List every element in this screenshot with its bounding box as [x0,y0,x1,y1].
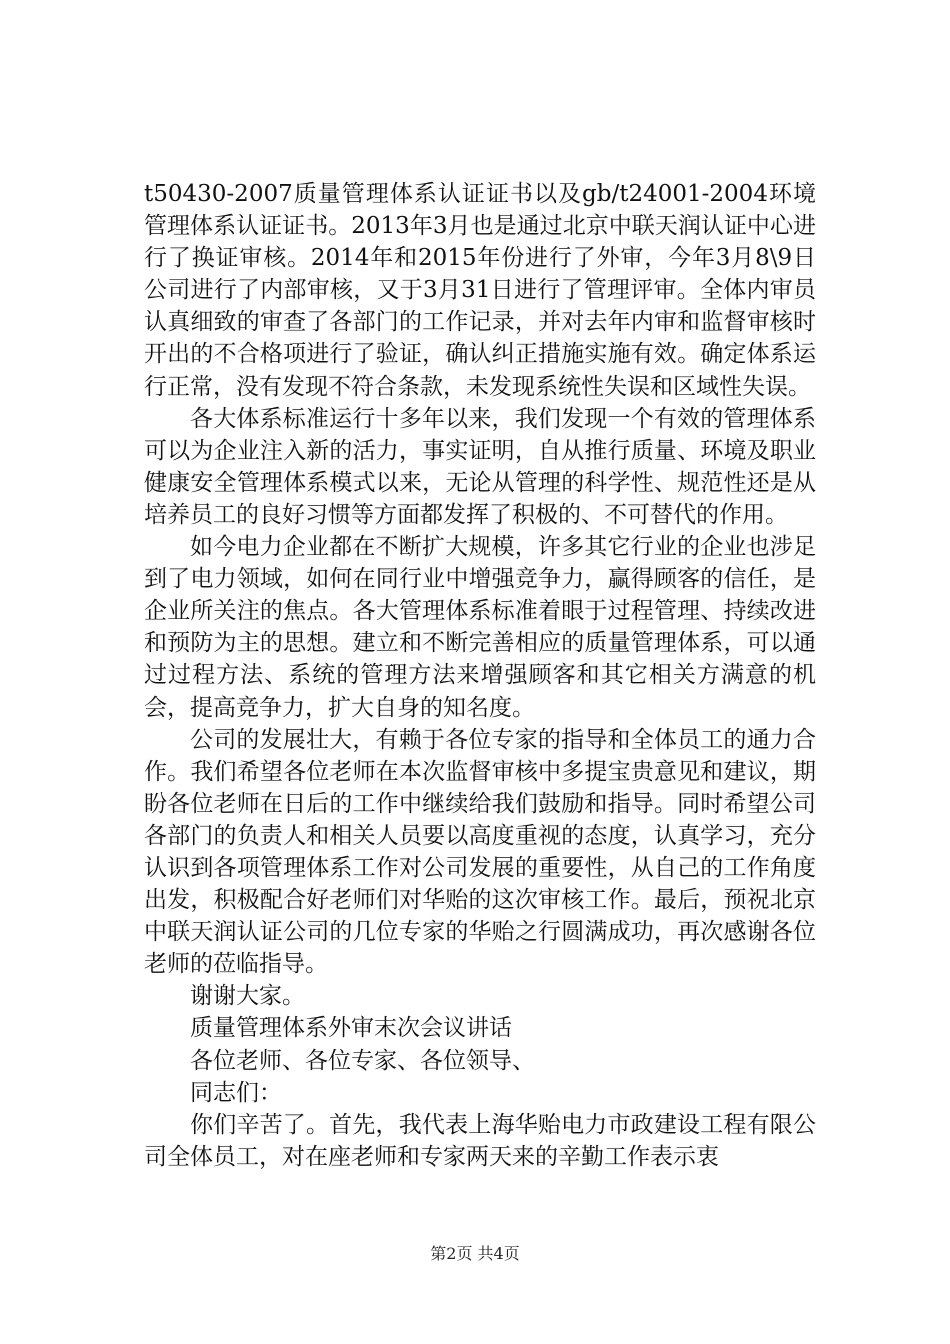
paragraph-1: t50430-2007质量管理体系认证证书以及gb/t24001-2004环境管理体系认证证书。2013年3月也是通过北京中联天润认证中心进行了换证审核。2014年和2015年份进行了外审，今年3月8\9日公司进行了内部审核，又于3月31日进行了管理评审。全体内审员认真细致的审查了各部门的工作记录，并对去年内审和监督审核时开出的不合格项进行了验证，确认纠正措施实施有效。确定体系运行正常，没有发现不符合条款，未发现系统性失误和区域性失误。 [144,181,816,400]
salutation-line-1: 各位老师、各位专家、各位领导、 [190,1047,535,1074]
paragraph-2: 各大体系标准运行十多年以来，我们发现一个有效的管理体系可以为企业注入新的活力，事实证明，自从推行质量、环境及职业健康安全管理体系模式以来，无论从管理的科学性、规范性还是从培养员工的良好习惯等方面都发挥了积极的、不可替代的作用。 [144,405,816,528]
page-number-footer: 第2页 共4页 [430,1244,520,1263]
paragraph-opening: 你们辛苦了。首先，我代表上海华贻电力市政建设工程有限公司全体员工，对在座老师和专家两天来的辛勤工作表示衷 [144,1111,816,1170]
speech-title: 质量管理体系外审末次会议讲话 [190,1015,512,1042]
closing-thanks: 谢谢大家。 [190,983,305,1010]
document-body [144,178,816,1173]
paragraph-3: 如今电力企业都在不断扩大规模，许多其它行业的企业也涉足到了电力领域，如何在同行业中增强竞争力，赢得顾客的信任，是企业所关注的焦点。各大管理体系标准着眼于过程管理、持续改进和预防为主的思想。建立和不断完善相应的质量管理体系，可以通过过程方法、系统的管理方法来增强顾客和其它相关方满意的机会，提高竞争力，扩大自身的知名度。 [144,534,816,721]
paragraph-4: 公司的发展壮大，有赖于各位专家的指导和全体员工的通力合作。我们希望各位老师在本次监督审核中多提宝贵意见和建议，期盼各位老师在日后的工作中继续给我们鼓励和指导。同时希望公司各部门的负责人和相关人员要以高度重视的态度，认真学习，充分认识到各项管理体系工作对公司发展的重要性，从自己的工作角度出发，积极配合好老师们对华贻的这次审核工作。最后，预祝北京中联天润认证公司的几位专家的华贻之行圆满成功，再次感谢各位老师的莅临指导。 [144,726,816,978]
salutation-line-2: 同志们： [190,1079,282,1106]
